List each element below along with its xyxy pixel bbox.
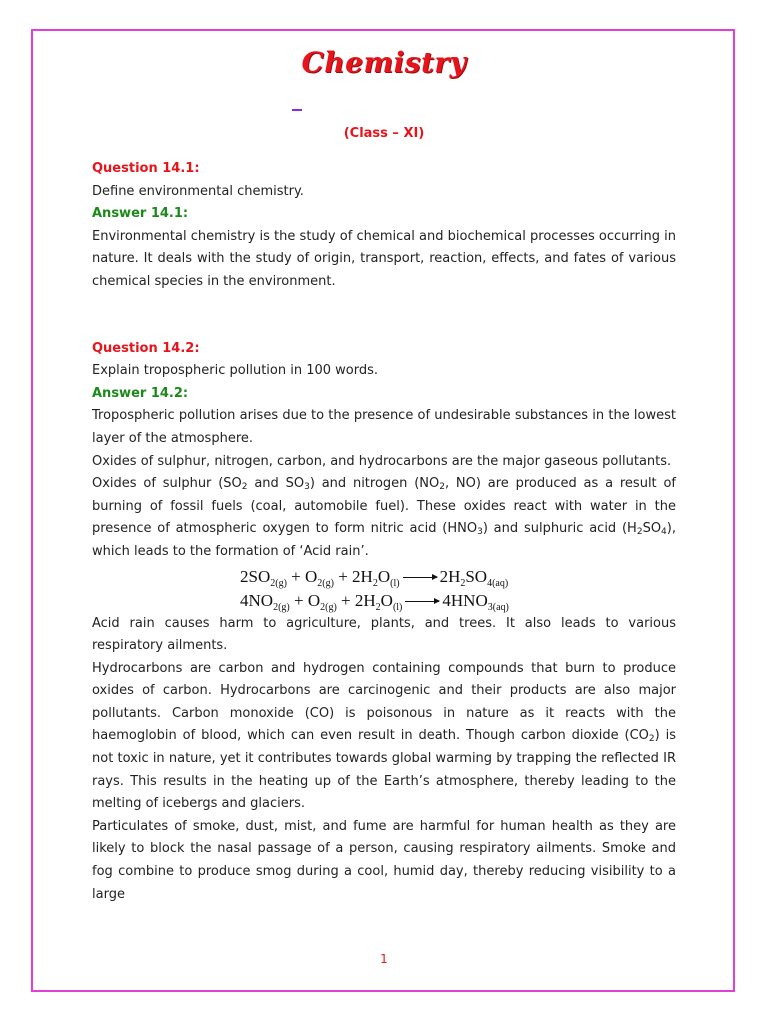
question-text-14-2: Explain tropospheric pollution in 100 words.: [92, 363, 379, 379]
decorative-dash: [292, 109, 302, 111]
answer-text-14-1: Environmental chemistry is the study of chemical and biochemical processes occurring in nature. It deals with the study of origin, transport, reaction, effects, and fates of various chemical species in the environment.: [92, 228, 676, 289]
question-label-14-1: Question 14.1:: [92, 161, 200, 176]
answer-label-14-2: Answer 14.2:: [92, 385, 189, 401]
answer-paragraph-2: Oxides of sulphur, nitrogen, carbon, and hydrocarbons are the major gaseous pollutants.: [92, 453, 672, 469]
question-text-14-1: Define environmental chemistry.: [92, 183, 304, 199]
equation-sulphuric-acid: $2SO_{2(g)} + O_{2(g)} + 2H_2O_{(l)}$ $2H_2SO_{4(aq)}$: [240, 566, 509, 589]
class-subtitle: (Class – XI): [343, 126, 425, 141]
answer-paragraph-5: Hydrocarbons are carbon and hydrogen containing compounds that burn to produce oxides of carbon. Hydrocarbons are carcinogenic and their products are also major pollutants. Carbon monoxide (CO) is poisonous in nature as it reacts with the haemoglobin of blood, which can even result in death. Though carbon dioxide $(CO_2)$ is not toxic in nature, yet it contributes towards global warming by trapping the reflected IR rays. This results in the heating up of the Earth’s atmosphere, thereby leading to the melting of icebergs and glaciers.: [92, 660, 677, 812]
answer-paragraph-3: Oxides of sulphur ($SO_2$ and $SO_3$) and nitrogen ($NO_2$, NO) are produced as a result of burning of fossil fuels (coal, automobile fuel). These oxides react with water in the presence of atmospheric oxygen to form nitric acid $(HNO_3)$ and sulphuric acid $(H_2SO_4)$, which leads to the formation of ‘Acid rain’.: [92, 476, 676, 559]
question-label-14-2: Question 14.2:: [92, 340, 200, 356]
answer-label-14-1: Answer 14.1:: [92, 206, 189, 222]
reaction-arrow-icon: [405, 601, 439, 602]
page-title: Chemistry: [301, 46, 467, 79]
section-gap: [92, 294, 676, 338]
answer-paragraph-4: Acid rain causes harm to agriculture, plants, and trees. It also leads to various respiratory ailments.: [92, 615, 676, 654]
reaction-arrow-icon: [403, 577, 437, 578]
answer-paragraph-6: Particulates of smoke, dust, mist, and fume are harmful for human health as they are likely to block the nasal passage of a person, causing respiratory ailments. Smoke and fog combine to produce smog during a cool, humid day, thereby reducing visibility to a large: [92, 818, 676, 902]
equation-nitric-acid: $4NO_{2(g)} + O_{2(g)} + 2H_2O_{(l)}$ $4HNO_{3(aq)}$: [240, 590, 509, 613]
answer-paragraph-1: Tropospheric pollution arises due to the presence of undesirable substances in the lowest layer of the atmosphere.: [92, 408, 676, 446]
document-body: [92, 158, 676, 906]
page-number: 1: [380, 952, 388, 966]
